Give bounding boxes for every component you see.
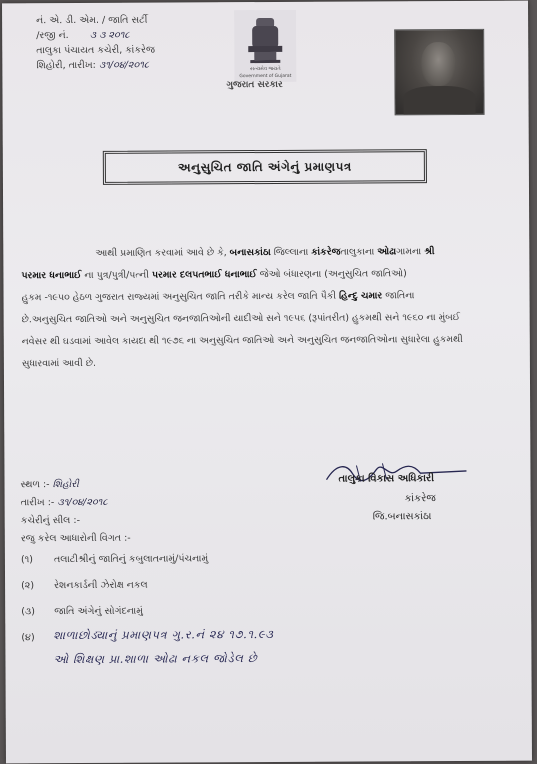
applicant-photo bbox=[394, 29, 484, 115]
header-reference-block bbox=[36, 13, 155, 74]
state-emblem-icon bbox=[234, 10, 296, 82]
body-text-segment: ગામના bbox=[396, 246, 422, 258]
list-number: (૪) bbox=[21, 632, 35, 644]
body-text-segment: હુકમ -૧૯૫૦ હેઠળ ગુજરાત રાજ્યમાં અનુસુચિત જાતિ તરીકે માન્ય કરેલ જાતિ પૈકી bbox=[21, 290, 337, 304]
date-row bbox=[21, 494, 131, 513]
emblem-text: Government of Gujarat bbox=[239, 73, 292, 80]
list-number: (૧) bbox=[20, 554, 34, 566]
officer-office: કાંકરેજ bbox=[404, 493, 436, 505]
body-text-segment: આથી પ્રમાણિત કરવામાં આવે છે કે, bbox=[95, 247, 227, 259]
date-label-bottom: તારીખ :- bbox=[20, 497, 55, 509]
place-date-block bbox=[20, 476, 130, 549]
body-line-1 bbox=[21, 241, 521, 266]
header-line-2 bbox=[36, 28, 155, 44]
header-line-3: તાલુકા પંચાયત કચેરી, કાંકરેજ bbox=[36, 44, 155, 57]
header-line-1: નં. એ. ડી. એમ. / જાતિ સર્ટી bbox=[36, 14, 148, 27]
place-row bbox=[20, 476, 130, 495]
holder-name: પરમાર દલપતભાઈ ધનાભાઈ bbox=[151, 269, 257, 281]
list-text: તલાટીશ્રીનું જાતિનું કબુલાતનામું/પંચનામું bbox=[53, 553, 209, 566]
registration-number: ૩ ૩ ૨૦૧૮ bbox=[89, 29, 130, 41]
body-line-3 bbox=[22, 285, 522, 310]
place-value: શિહોરી bbox=[52, 478, 79, 491]
photo-face bbox=[421, 42, 455, 86]
certificate-title: અનુસુચિત જાતિ અંગેનું પ્રમાણપત્ર bbox=[103, 149, 427, 185]
body-text-segment: જાતિના bbox=[385, 290, 415, 302]
signature-block bbox=[316, 457, 486, 530]
certificate-body bbox=[21, 241, 522, 376]
list-item bbox=[21, 572, 208, 599]
list-number: (૩) bbox=[21, 606, 35, 618]
body-line-5: નવેસર થી ઘડવામાં આવેલ કાયદા થી ૧૯૭૬ ના અનુસુચિત જાતિઓ અને અનુસુચિત જનજાતિઓના સુધારેલા હુકમથી bbox=[21, 333, 463, 348]
handwritten-line-1: શાળાછોડ્યાનું પ્રમાણપત્ર ગુ.ર.નં ૨૪ ૧૭.૧.૯૩ bbox=[53, 626, 274, 643]
parent-name: પરમાર ધનાભાઈ bbox=[21, 269, 82, 282]
list-text: જાતિ અંગેનું સોગંદનામું bbox=[54, 605, 143, 618]
list-item bbox=[21, 598, 208, 625]
village-name: ઓઢા bbox=[377, 246, 397, 258]
body-text-segment: ના પુત્ર/પુત્રી/પત્ની bbox=[84, 269, 149, 281]
body-line-2 bbox=[21, 263, 521, 288]
honorific: શ્રી bbox=[424, 246, 435, 258]
taluka-name: કાંકરેજ bbox=[311, 246, 341, 258]
svg-text:સત્યમેવ જયતે: સત્યમેવ જયતે bbox=[250, 65, 281, 73]
place-label: સ્થળ :- bbox=[20, 479, 50, 491]
body-text-segment: જેઓ બંધારણના (અનુસુચિત જાતિઓ) bbox=[259, 268, 407, 281]
officer-district: જિ.બનાસકાંઠા bbox=[372, 511, 432, 523]
documents-heading: રજુ કરેલ આધારોની વિગત :- bbox=[20, 532, 131, 545]
body-line-4: છે.અનુસુચિત જાતિઓ અને અનુસુચિત જનજાતિઓની યાદીઓ સને ૧૯૫૬ (રૂપાંતરીત) હુકમથી સને ૧૯૬૦ ના મુંબઈ bbox=[21, 311, 461, 326]
handwritten-line-2: ઓ શિક્ષણ પ્રા.શાળા ઓઢા નકલ જોડેલ છે bbox=[53, 651, 258, 667]
date-value-bottom: ૩૧/૦૪/૨૦૧૮ bbox=[57, 496, 108, 509]
registration-label: /રજી નં. bbox=[36, 30, 69, 42]
seal-row: કચેરીનું સીલ :- bbox=[20, 514, 81, 527]
body-line-6: સુધારવામાં આવી છે. bbox=[21, 357, 96, 370]
district-name: બનાસકાંઠા bbox=[229, 246, 271, 259]
officer-designation: તાલુકા વિકાસ અધિકારી bbox=[338, 473, 435, 485]
handwritten-note bbox=[53, 621, 523, 671]
body-text-segment: તાલુકાના bbox=[340, 246, 375, 258]
government-caption: ગુજરાત સરકાર bbox=[226, 79, 283, 91]
caste-name: હિન્દુ ચમાર bbox=[338, 290, 383, 302]
photo-shoulders bbox=[403, 86, 475, 114]
header-line-4 bbox=[36, 58, 155, 74]
list-number: (૨) bbox=[21, 580, 35, 592]
list-item bbox=[21, 546, 208, 573]
issue-date: ૩૧/૦૪/૨૦૧૮ bbox=[98, 59, 150, 71]
certificate-paper bbox=[2, 1, 532, 764]
list-text: રેશનકાર્ડની ઝેરોક્ષ નકલ bbox=[54, 579, 148, 592]
date-label: શિહોરી, તારીખ: bbox=[36, 59, 96, 72]
body-text-segment: જિલ્લાના bbox=[273, 246, 309, 258]
